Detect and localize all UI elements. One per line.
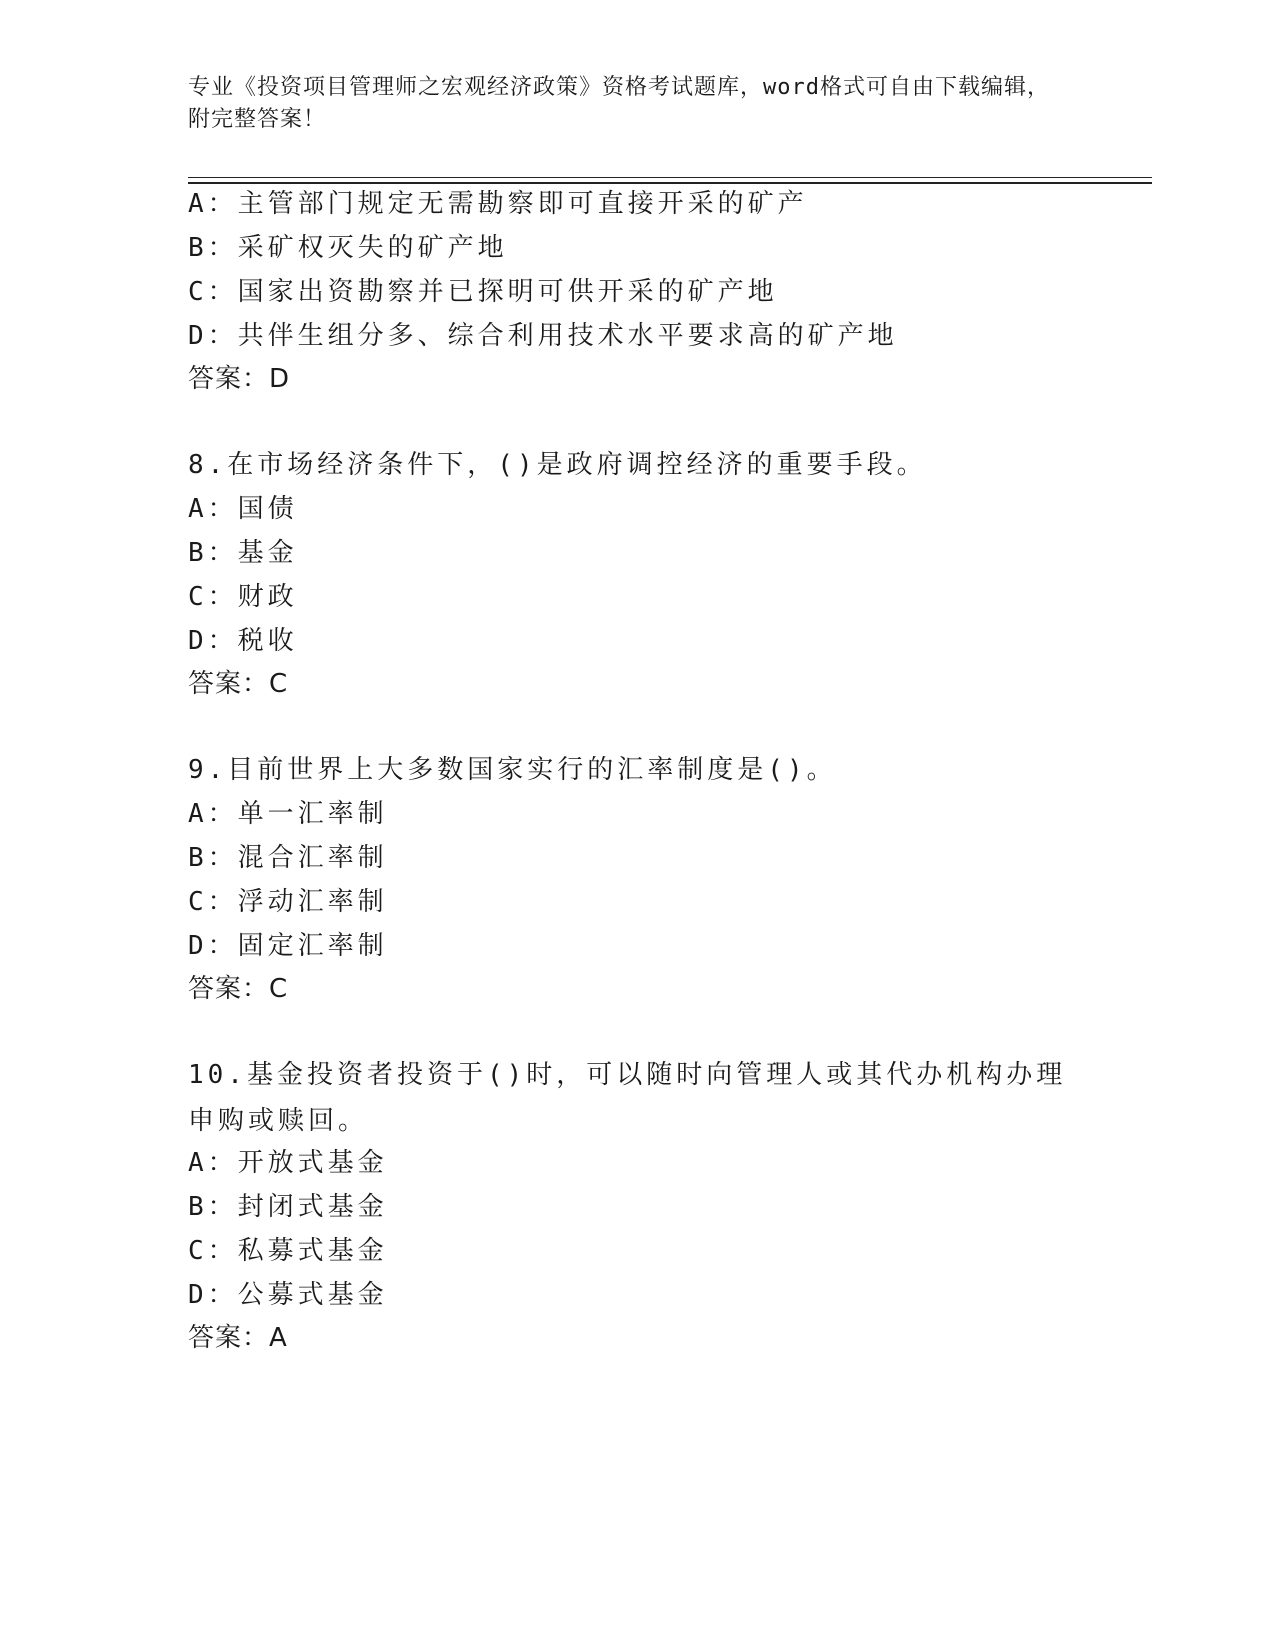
q8-option-a: A：国债 — [188, 494, 298, 524]
q8-answer: 答案：C — [188, 669, 289, 699]
q7-answer: 答案：D — [188, 364, 291, 394]
q7-option-c: C：国家出资勘察并已探明可供开采的矿产地 — [188, 277, 778, 307]
q9-answer: 答案：C — [188, 974, 289, 1004]
header-rule-thin — [188, 177, 1152, 178]
q9-stem: 9.目前世界上大多数国家实行的汇率制度是()。 — [188, 755, 837, 785]
document-header: 专业《投资项目管理师之宏观经济政策》资格考试题库，word格式可自由下载编辑，附完整答案！ — [188, 75, 1050, 132]
q7-option-a: A：主管部门规定无需勘察即可直接开采的矿产 — [188, 189, 808, 219]
q9-option-d: D：固定汇率制 — [188, 931, 388, 961]
q10-stem: 10.基金投资者投资于()时，可以随时向管理人或其代办机构办理申购或赎回。 — [188, 1060, 1067, 1136]
q10-option-b: B：封闭式基金 — [188, 1192, 388, 1222]
q10-option-a: A：开放式基金 — [188, 1148, 388, 1178]
header-rule-thick — [188, 182, 1152, 184]
q10-answer: 答案：A — [188, 1323, 288, 1353]
q8-option-d: D：税收 — [188, 626, 298, 656]
q8-stem: 8.在市场经济条件下，()是政府调控经济的重要手段。 — [188, 450, 927, 480]
q8-option-b: B：基金 — [188, 538, 298, 568]
q9-option-b: B：混合汇率制 — [188, 843, 388, 873]
q7-option-b: B：采矿权灭失的矿产地 — [188, 233, 508, 263]
q9-option-a: A：单一汇率制 — [188, 799, 388, 829]
q8-option-c: C：财政 — [188, 582, 298, 612]
q10-option-d: D：公募式基金 — [188, 1280, 388, 1310]
q7-option-d: D：共伴生组分多、综合利用技术水平要求高的矿产地 — [188, 321, 898, 351]
q10-option-c: C：私募式基金 — [188, 1236, 388, 1266]
q9-option-c: C：浮动汇率制 — [188, 887, 388, 917]
